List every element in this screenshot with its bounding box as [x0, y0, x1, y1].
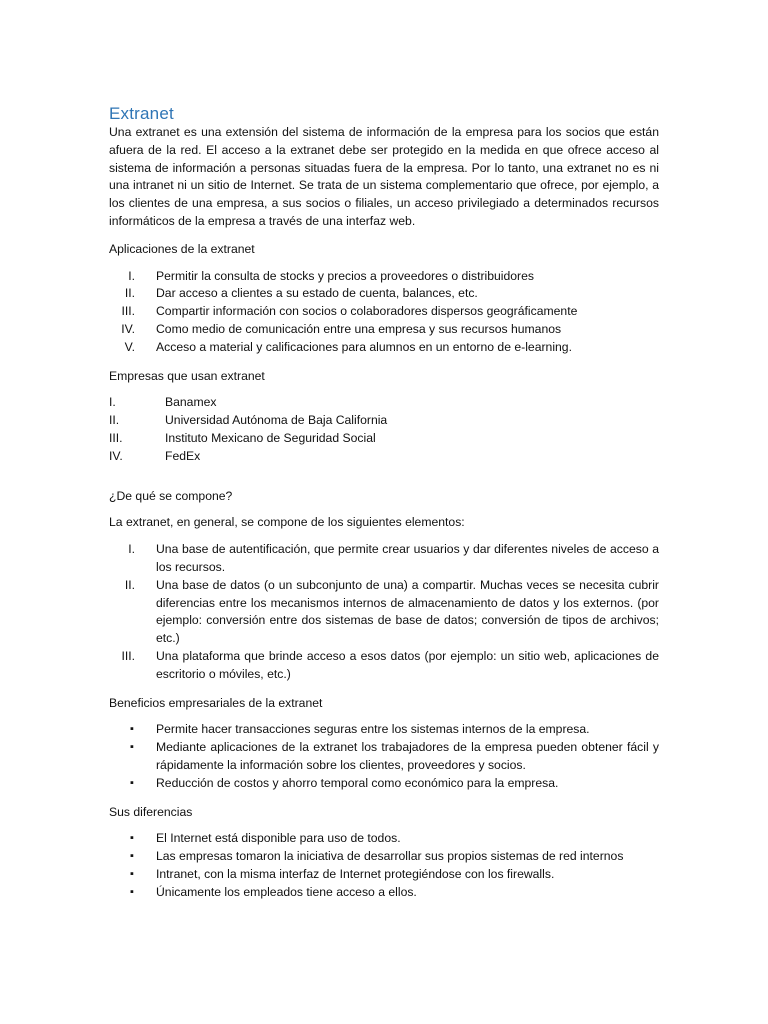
list-item: [109, 321, 659, 339]
list-item-text: Una plataforma que brinde acceso a esos datos (por ejemplo: un sitio web, aplicaciones de escritorio o móviles, etc.): [156, 648, 659, 681]
bullet-icon: ▪: [130, 885, 134, 898]
list-item-text: Universidad Autónoma de Baja California: [165, 413, 388, 428]
list-number: IV.: [121, 321, 135, 336]
list-item: [109, 866, 659, 884]
list-beneficios: [109, 721, 659, 792]
list-item-text: Banamex: [165, 395, 217, 410]
list-empresas: [109, 394, 659, 465]
list-number: II.: [109, 413, 120, 428]
list-number: V.: [124, 339, 135, 354]
list-item-text: FedEx: [165, 448, 201, 463]
heading-aplicaciones: Aplicaciones de la extranet: [109, 241, 255, 256]
list-item-text: Instituto Mexicano de Seguridad Social: [165, 430, 376, 445]
list-item: [109, 268, 659, 286]
heading-empresas: Empresas que usan extranet: [109, 368, 265, 383]
document-content: [109, 104, 659, 901]
list-number: IV.: [109, 448, 123, 463]
list-number: III.: [121, 304, 135, 319]
list-number: II.: [124, 286, 135, 301]
list-item-text: Reducción de costos y ahorro temporal como económico para la empresa.: [156, 775, 559, 790]
list-compone: [109, 541, 659, 683]
list-number: I.: [109, 395, 116, 410]
list-aplicaciones: [109, 268, 659, 357]
list-item: [109, 339, 659, 357]
list-item: [109, 721, 659, 739]
list-item: [109, 430, 659, 448]
list-number: III.: [109, 430, 123, 445]
list-item-text: El Internet está disponible para uso de todos.: [156, 831, 401, 846]
list-item: [109, 541, 659, 577]
list-item: [109, 648, 659, 684]
list-item-text: Como medio de comunicación entre una empresa y sus recursos humanos: [156, 321, 562, 336]
list-number: I.: [128, 268, 135, 283]
bullet-icon: ▪: [130, 776, 134, 789]
list-item: [109, 448, 659, 466]
list-item-text: Permite hacer transacciones seguras entre los sistemas internos de la empresa.: [156, 722, 590, 737]
bullet-icon: ▪: [130, 741, 134, 754]
list-item: [109, 884, 659, 902]
list-item: [109, 848, 659, 866]
list-item: [109, 739, 659, 775]
list-item: [109, 830, 659, 848]
list-item-text: Una base de datos (o un subconjunto de una) a compartir. Muchas veces se necesita cubrir diferencias entre los mecanismos internos de almacenamiento de datos y los externos. (por ejemplo: conversión entre dos sistemas de base de datos; conversión de tipos de archivos; etc.): [156, 577, 659, 646]
list-item-text: Compartir información con socios o colaboradores dispersos geográficamente: [156, 304, 578, 319]
list-item-text: Únicamente los empleados tiene acceso a ellos.: [156, 884, 417, 899]
list-number: I.: [128, 542, 135, 557]
bullet-icon: ▪: [130, 850, 134, 863]
heading-beneficios: Beneficios empresariales de la extranet: [109, 695, 323, 710]
intro-paragraph: Una extranet es una extensión del sistema de información de la empresa para los socios que están afuera de la red. El acceso a la extranet debe ser protegido en la medida en que ofrece acceso al sistema de información a personas situadas fuera de la empresa. Por lo tanto, una extranet no es ni una intranet ni un sitio de Internet. Se trata de un sistema complementario que ofrece, por ejemplo, a los clientes de una empresa, a sus socios o filiales, un acceso privilegiado a determinados recursos informáticos de la empresa a través de una interfaz web.: [109, 125, 659, 228]
list-diferencias: [109, 830, 659, 901]
list-item: [109, 285, 659, 303]
compone-lead: La extranet, en general, se compone de los siguientes elementos:: [109, 515, 465, 530]
list-item: [109, 303, 659, 321]
list-number: III.: [121, 648, 135, 663]
heading-diferencias: Sus diferencias: [109, 804, 193, 819]
list-item-text: Mediante aplicaciones de la extranet los trabajadores de la empresa pueden obtener fácil y rápidamente la información sobre los clientes, proveedores y socios.: [156, 740, 659, 772]
list-item-text: Permitir la consulta de stocks y precios a proveedores o distribuidores: [156, 268, 534, 283]
list-item: [109, 412, 659, 430]
list-item: [109, 577, 659, 648]
bullet-icon: ▪: [130, 867, 134, 880]
bullet-icon: ▪: [130, 832, 134, 845]
list-number: II.: [124, 577, 135, 592]
list-item-text: Dar acceso a clientes a su estado de cuenta, balances, etc.: [156, 286, 478, 301]
bullet-icon: ▪: [130, 723, 134, 736]
page-title: Extranet: [109, 104, 174, 123]
list-item: [109, 394, 659, 412]
list-item-text: Una base de autentificación, que permite crear usuarios y dar diferentes niveles de acceso a los recursos.: [156, 542, 659, 574]
list-item-text: Intranet, con la misma interfaz de Internet protegiéndose con los firewalls.: [156, 866, 555, 881]
heading-compone: ¿De qué se compone?: [109, 488, 233, 503]
list-item-text: Las empresas tomaron la iniciativa de desarrollar sus propios sistemas de red internos: [156, 849, 624, 864]
list-item: [109, 775, 659, 793]
list-item-text: Acceso a material y calificaciones para alumnos en un entorno de e-learning.: [156, 339, 572, 354]
